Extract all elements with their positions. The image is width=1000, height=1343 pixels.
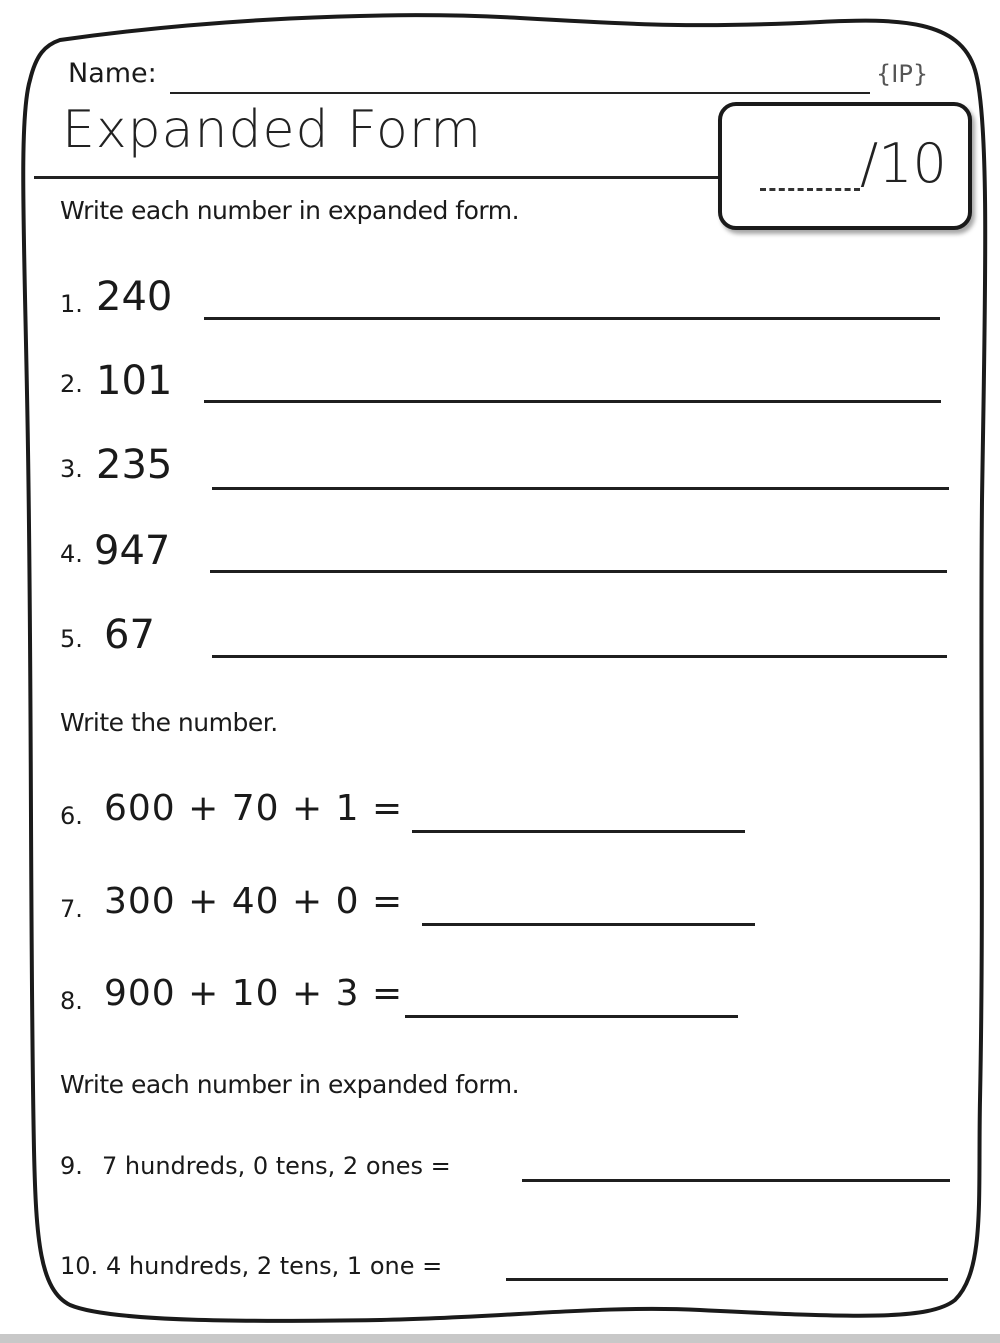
question-5-answer-line[interactable] <box>212 655 947 658</box>
question-9-number: 9. <box>60 1152 83 1180</box>
question-8-equation: 900 + 10 + 3 = <box>104 973 404 1014</box>
question-1-number: 1. <box>60 290 83 318</box>
score-blank-line[interactable] <box>760 188 860 191</box>
score-total: /10 <box>860 132 947 195</box>
question-7-answer-line[interactable] <box>422 923 755 926</box>
question-8-number: 8. <box>60 987 83 1015</box>
name-input-line[interactable] <box>170 92 870 94</box>
question-4-number: 4. <box>60 540 83 568</box>
question-7-number: 7. <box>60 895 83 923</box>
question-10-number: 10. <box>60 1252 99 1280</box>
question-3-answer-line[interactable] <box>212 487 949 490</box>
page-bottom-edge <box>0 1334 1000 1343</box>
score-box <box>718 102 972 230</box>
question-1-answer-line[interactable] <box>204 317 940 320</box>
question-8-answer-line[interactable] <box>405 1015 738 1018</box>
question-2-value: 101 <box>96 358 173 404</box>
question-6-answer-line[interactable] <box>412 830 745 833</box>
question-3-number: 3. <box>60 455 83 483</box>
question-1-value: 240 <box>96 274 173 320</box>
section-1-instruction: Write each number in expanded form. <box>60 196 520 225</box>
question-7-equation: 300 + 40 + 0 = <box>104 881 404 922</box>
name-label: Name: <box>68 58 157 89</box>
question-3-value: 235 <box>96 442 173 488</box>
question-9-answer-line[interactable] <box>522 1179 950 1182</box>
title-divider <box>34 176 724 179</box>
question-9-text: 7 hundreds, 0 tens, 2 ones = <box>102 1152 451 1180</box>
section-2-instruction: Write the number. <box>60 708 278 737</box>
question-5-value: 67 <box>104 612 155 658</box>
question-5-number: 5. <box>60 625 83 653</box>
question-4-answer-line[interactable] <box>210 570 947 573</box>
source-tag: {IP} <box>876 60 929 88</box>
question-4-value: 947 <box>94 528 171 574</box>
question-2-answer-line[interactable] <box>204 400 941 403</box>
question-2-number: 2. <box>60 370 83 398</box>
question-10-text: 4 hundreds, 2 tens, 1 one = <box>106 1252 443 1280</box>
question-6-number: 6. <box>60 802 83 830</box>
question-10-answer-line[interactable] <box>506 1278 948 1281</box>
question-6-equation: 600 + 70 + 1 = <box>104 788 404 829</box>
page-title: Expanded Form <box>62 100 482 160</box>
section-3-instruction: Write each number in expanded form. <box>60 1070 520 1099</box>
